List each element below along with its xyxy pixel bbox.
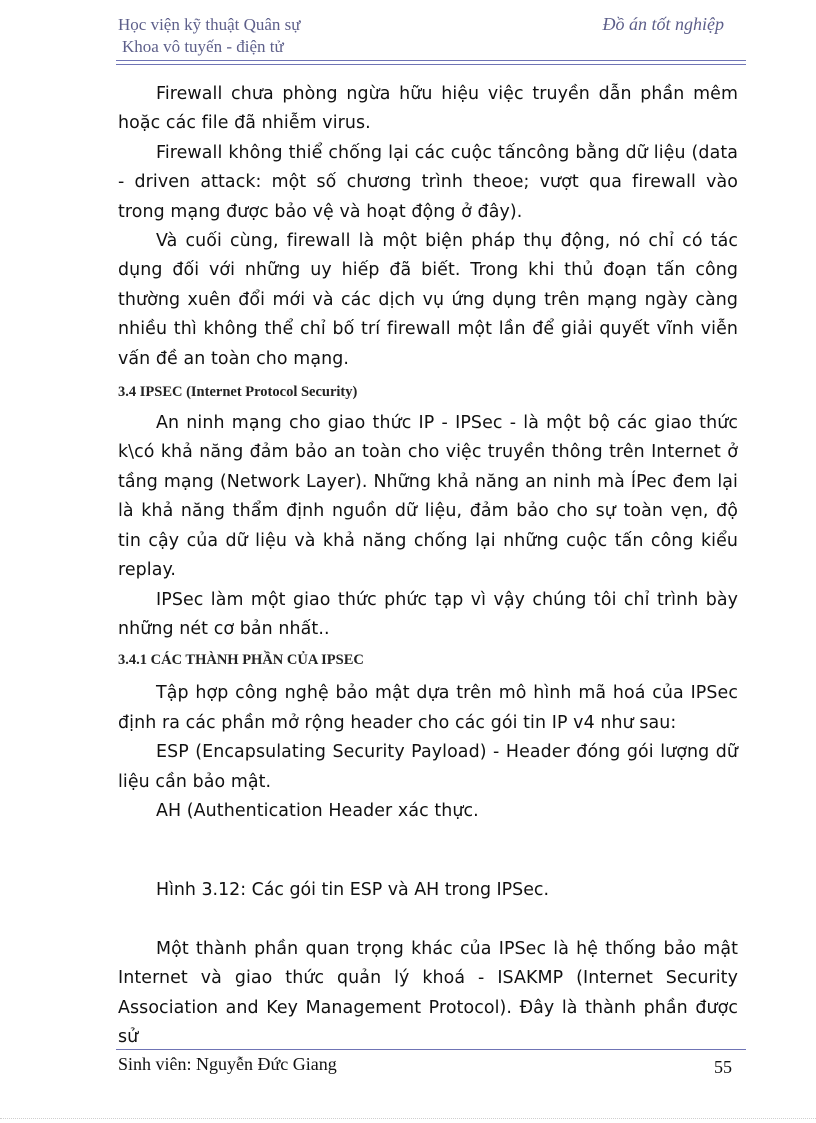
paragraph: AH (Authentication Header xác thực. <box>156 800 479 821</box>
subsection-heading: 3.4.1 CÁC THÀNH PHẦN CỦA IPSEC <box>118 652 364 669</box>
paragraph: ESP (Encapsulating Security Payload) - Header đóng gói lượng dữ liệu cần bảo mật. <box>118 742 738 792</box>
paragraph: Và cuối cùng, firewall là một biện pháp thụ động, nó chỉ có tác dụng đối với những uy hiếp đã biết. Trong khi thủ đoạn tấn công thường xuên đổi mới và các dịch vụ ứng dụng trên mạng ngày càng nhiều thì không thể chỉ bố trí firewall một lần để giải quyết vĩnh viễn vấn đề an toàn cho mạng. <box>118 231 738 369</box>
header-divider <box>116 60 746 61</box>
figure-caption: Hình 3.12: Các gói tin ESP và AH trong IPSec. <box>156 880 549 901</box>
page-header <box>118 14 300 58</box>
header-divider-secondary <box>116 64 746 65</box>
footer-divider <box>116 1049 746 1050</box>
header-institution: Học viện kỹ thuật Quân sự <box>118 15 301 34</box>
section-heading: 3.4 IPSEC (Internet Protocol Security) <box>118 384 358 401</box>
page-edge <box>0 1118 816 1119</box>
paragraph: Firewall không thiể chống lại các cuộc tấncông bằng dữ liệu (data - driven attack: một số chương trình theoe; vượt qua firewall vào trong mạng được bảo vệ và hoạt động ở đây). <box>118 142 738 222</box>
page-number: 55 <box>714 1057 732 1077</box>
header-faculty: Khoa vô tuyến - điện tử <box>122 37 284 56</box>
paragraph: IPSec làm một giao thức phức tạp vì vậy chúng tôi chỉ trình bày những nét cơ bản nhất.. <box>118 589 738 639</box>
paragraph: Tập hợp công nghệ bảo mật dựa trên mô hình mã hoá của IPSec định ra các phần mở rộng header cho các gói tin IP v4 như sau: <box>118 683 738 733</box>
header-document-type: Đồ án tốt nghiệp <box>602 14 724 34</box>
paragraph: Firewall chưa phòng ngừa hữu hiệu việc truyền dẫn phần mêm hoặc các file đã nhiễm virus. <box>118 84 738 134</box>
paragraph: An ninh mạng cho giao thức IP - IPSec - là một bộ các giao thức k\có khả năng đảm bảo an toàn cho việc truyền thông trên Internet ở tầng mạng (Network Layer). Những khả năng an ninh mà ÍPec đem lại là khả năng thẩm định nguồn dữ liệu, đảm bảo cho sự toàn vẹn, độ tin cậy của dữ liệu và khả năng chống lại những cuộc tấn công kiểu replay. <box>118 413 738 581</box>
footer-student: Sinh viên: Nguyễn Đức Giang <box>118 1054 337 1074</box>
page-body <box>118 80 738 1052</box>
paragraph: Một thành phần quan trọng khác của IPSec là hệ thống bảo mật Internet và giao thức quản lý khoá - ISAKMP (Internet Security Association and Key Management Protocol). Đây là thành phần được sử <box>118 938 738 1047</box>
